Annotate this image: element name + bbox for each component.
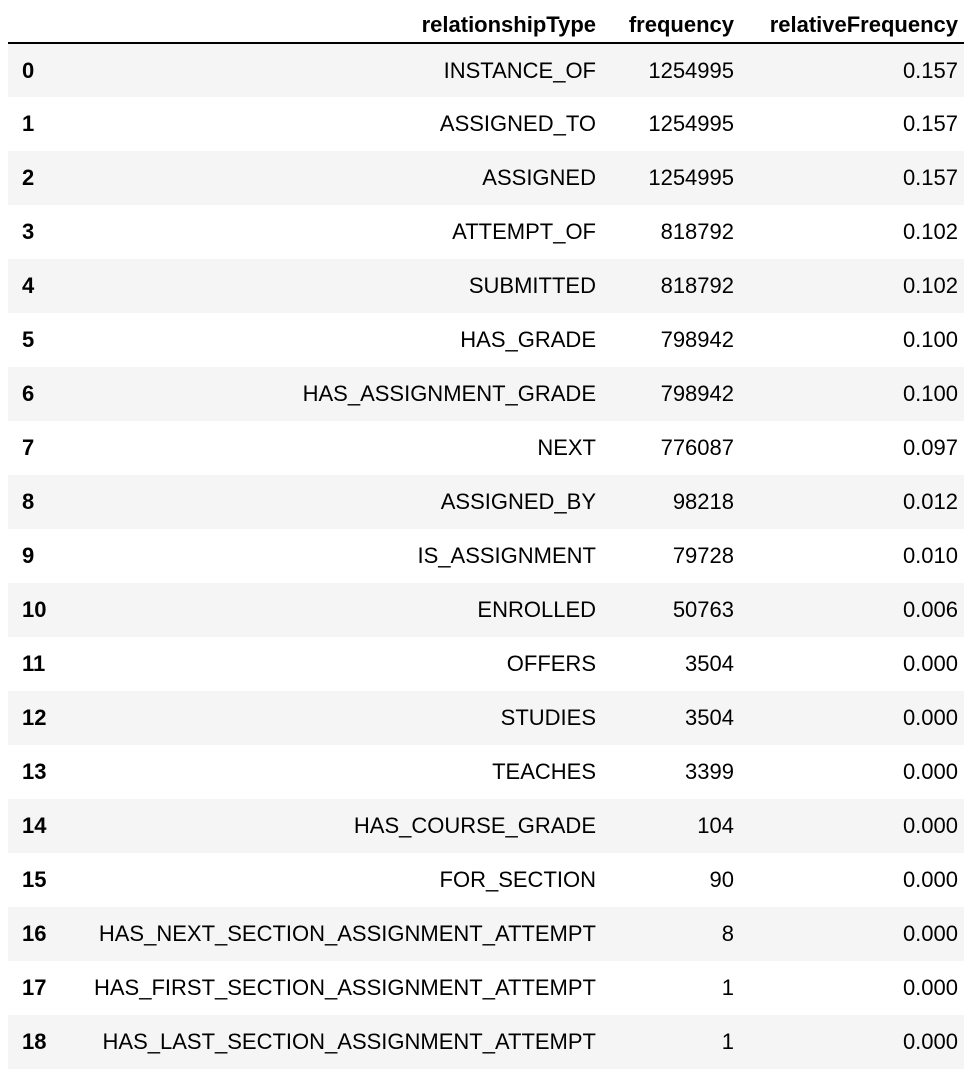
frequency-cell: 798942 (660, 381, 734, 406)
relative-frequency-cell: 0.000 (902, 1029, 958, 1054)
frequency-cell: 90 (709, 867, 734, 892)
frequency-cell: 79728 (672, 543, 734, 568)
relative-frequency-header: relativeFrequency (740, 0, 964, 43)
row-index: 11 (22, 651, 46, 676)
relationship-type-cell: STUDIES (500, 705, 596, 730)
relationship-type-cell: HAS_FIRST_SECTION_ASSIGNMENT_ATTEMPT (93, 975, 596, 1000)
relative-frequency-cell: 0.000 (902, 813, 958, 838)
relative-frequency-cell: 0.157 (902, 111, 958, 136)
row-index: 17 (22, 975, 47, 1000)
relationship-type-cell: FOR_SECTION (439, 867, 596, 892)
row-index: 12 (22, 705, 47, 730)
row-index: 6 (22, 381, 35, 406)
relative-frequency-cell: 0.100 (902, 381, 958, 406)
table-row (8, 529, 964, 583)
table-row (8, 421, 964, 475)
frequency-cell: 818792 (660, 219, 734, 244)
table-row (8, 853, 964, 907)
relationship-type-cell: HAS_GRADE (460, 327, 596, 352)
relative-frequency-cell: 0.100 (902, 327, 958, 352)
row-index: 7 (22, 435, 35, 460)
relationship-type-cell: HAS_ASSIGNMENT_GRADE (302, 381, 596, 406)
relative-frequency-cell: 0.000 (902, 651, 958, 676)
relative-frequency-cell: 0.000 (902, 759, 958, 784)
relative-frequency-cell: 0.000 (902, 705, 958, 730)
relative-frequency-cell: 0.102 (902, 273, 958, 298)
relationship-type-cell: IS_ASSIGNMENT (417, 543, 596, 568)
row-index: 3 (22, 219, 35, 244)
table-row (8, 637, 964, 691)
table-row (8, 961, 964, 1015)
relative-frequency-cell: 0.000 (902, 975, 958, 1000)
relationship-type-cell: OFFERS (506, 651, 596, 676)
row-index: 9 (22, 543, 35, 568)
frequency-cell: 104 (697, 813, 734, 838)
frequency-header: frequency (602, 0, 740, 43)
row-index: 13 (22, 759, 47, 784)
frequency-cell: 818792 (660, 273, 734, 298)
table-row (8, 97, 964, 151)
table-row (8, 313, 964, 367)
table-row (8, 367, 964, 421)
relationship-type-cell: SUBMITTED (468, 273, 596, 298)
row-index: 8 (22, 489, 35, 514)
frequency-cell: 3504 (685, 651, 734, 676)
relationship-type-cell: HAS_NEXT_SECTION_ASSIGNMENT_ATTEMPT (98, 921, 596, 946)
relative-frequency-cell: 0.000 (902, 867, 958, 892)
table-row (8, 799, 964, 853)
relative-frequency-cell: 0.006 (902, 597, 958, 622)
relative-frequency-cell: 0.102 (902, 219, 958, 244)
frequency-cell: 798942 (660, 327, 734, 352)
table-row (8, 583, 964, 637)
index-header (8, 0, 60, 43)
relationship-type-cell: ASSIGNED_TO (439, 111, 596, 136)
relative-frequency-cell: 0.097 (902, 435, 958, 460)
table-row (8, 259, 964, 313)
relationship-type-cell: ASSIGNED (482, 165, 596, 190)
row-index: 18 (22, 1029, 47, 1054)
table-header (8, 0, 964, 43)
frequency-cell: 1254995 (648, 165, 734, 190)
relationship-type-cell: NEXT (537, 435, 596, 460)
row-index: 4 (22, 273, 35, 298)
relationship-type-cell: TEACHES (492, 759, 596, 784)
relative-frequency-cell: 0.010 (902, 543, 958, 568)
table-row (8, 745, 964, 799)
frequency-cell: 3504 (685, 705, 734, 730)
frequency-cell: 8 (721, 921, 734, 946)
frequency-cell: 776087 (660, 435, 734, 460)
table-row (8, 151, 964, 205)
relationship-type-cell: HAS_COURSE_GRADE (353, 813, 596, 838)
dataframe-table (8, 0, 964, 1069)
relationship-type-cell: ATTEMPT_OF (452, 219, 596, 244)
table-row (8, 1015, 964, 1069)
frequency-cell: 98218 (672, 489, 734, 514)
frequency-cell: 1 (721, 975, 734, 1000)
frequency-cell: 1254995 (648, 111, 734, 136)
table-row (8, 907, 964, 961)
relative-frequency-cell: 0.012 (902, 489, 958, 514)
frequency-cell: 1 (721, 1029, 734, 1054)
table-row (8, 205, 964, 259)
row-index: 10 (22, 597, 47, 622)
table-row (8, 691, 964, 745)
relative-frequency-cell: 0.000 (902, 921, 958, 946)
relative-frequency-cell: 0.157 (902, 57, 958, 83)
relative-frequency-cell: 0.157 (902, 165, 958, 190)
row-index: 15 (22, 867, 47, 892)
relationship-type-cell: ENROLLED (477, 597, 596, 622)
table-row (8, 43, 964, 97)
relationship-type-cell: HAS_LAST_SECTION_ASSIGNMENT_ATTEMPT (102, 1029, 596, 1054)
row-index: 14 (22, 813, 47, 838)
row-index: 0 (22, 57, 35, 83)
relationship-type-header: relationshipType (60, 0, 602, 43)
table-row (8, 475, 964, 529)
relationship-type-cell: INSTANCE_OF (443, 57, 596, 83)
frequency-cell: 50763 (672, 597, 734, 622)
row-index: 5 (22, 327, 35, 352)
relationship-type-cell: ASSIGNED_BY (440, 489, 596, 514)
row-index: 16 (22, 921, 47, 946)
header-row (8, 0, 964, 43)
frequency-cell: 1254995 (648, 57, 734, 83)
frequency-cell: 3399 (685, 759, 734, 784)
table-body (8, 43, 964, 1069)
row-index: 1 (22, 111, 35, 136)
row-index: 2 (22, 165, 35, 190)
